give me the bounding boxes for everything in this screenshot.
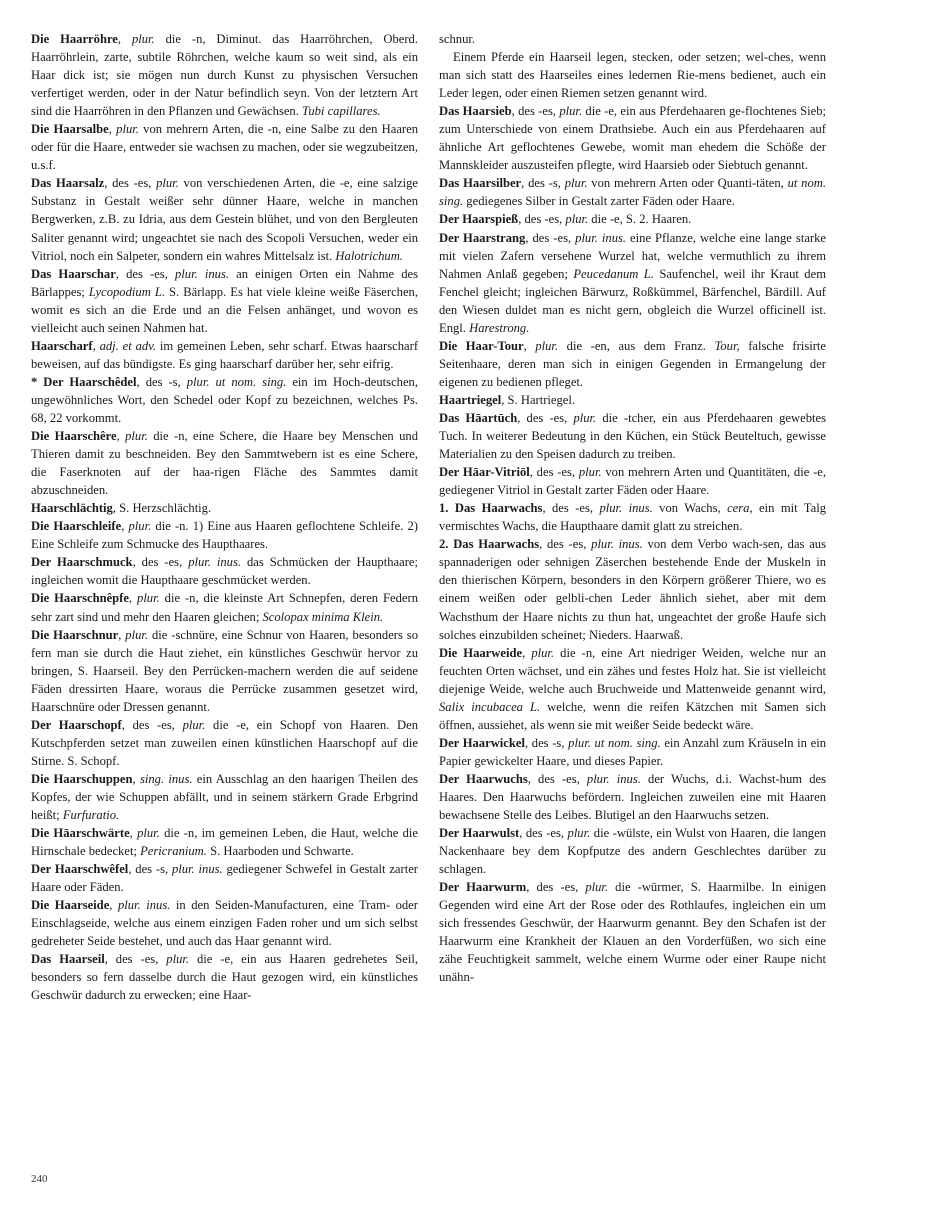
entry-text: die -n, Diminut. das Haarröhrchen, Oberd. Haarröhrlein, zarte, subtile Röhrchen, welche kaum so weit sind, als ein Haar dick ist; sie mögen nun durch Kunst zu physischen Versuchen verfertiget werden, oder in der Natur befindlich seyn. Von der letztern Art sind die Haarröhren in den Pflanzen und Gewächsen. (31, 32, 419, 119)
entry-text: , des -es, (511, 104, 560, 119)
dictionary-entry (439, 210, 826, 228)
entry-italic-text: Scolopax minima Klein. (262, 609, 384, 624)
entry-text: das Schmücken der Haupthaare; ingleichen womit die Haupthaare geschmücket werden. (31, 555, 418, 588)
entry-text: , des -es, (518, 212, 566, 227)
dictionary-entry (31, 626, 418, 716)
entry-text: , des -es, (121, 717, 183, 732)
dictionary-entry (439, 48, 826, 102)
entry-italic-text: plur. inus. (117, 898, 171, 913)
entry-headword: Die Haarschuppen (31, 771, 133, 786)
entry-text: , (109, 898, 118, 913)
entry-italic-text: Tubi capillares. (302, 104, 381, 119)
entry-italic-text: Peucedanum L. (573, 266, 654, 281)
dictionary-entry (31, 896, 418, 950)
entry-headword: Das Haarseil (31, 952, 105, 967)
entry-text: ein im Hoch-deutschen, ungewöhnliches Wort, den Schedel oder Kopf zu bezeichnen, welches Ps. 68, 22 vorkommt. (31, 374, 419, 425)
entry-text: , des -es, (115, 266, 175, 281)
entry-headword: Der Haarwuchs (439, 771, 528, 786)
dictionary-entry (31, 30, 418, 120)
entry-headword: Der Haarwickel (439, 735, 525, 750)
entry-italic-text: plur. ut nom. sing. (568, 735, 661, 750)
entry-text: gediegener Schwefel in Gestalt zarter Haare oder Fäden. (31, 862, 418, 895)
entry-text: Einem Pferde ein Haarseil legen, stecken, oder setzen; wel-ches, wenn man sich statt des Haarseiles eines ledernen Rie-mens bedienet, auch ein Leder legen, oder einen Riemen setzen genannt wird. (439, 50, 826, 101)
dictionary-entry (31, 499, 418, 517)
entry-text: , des -es, (104, 176, 157, 191)
entry-italic-text: plur. inus. (575, 230, 627, 245)
entry-headword: Haarscharf (31, 338, 93, 353)
entry-text: die -n. 1) Eine aus Haaren geflochtene Schleife. 2) Eine Schleife zum Schmucke des Haupthaares. (31, 519, 418, 552)
entry-text: , (118, 627, 126, 642)
entry-italic-text: plur. (578, 465, 602, 480)
dictionary-entry (31, 265, 418, 337)
dictionary-entry (31, 770, 418, 824)
entry-italic-text: adj. et adv. (99, 338, 157, 353)
dictionary-entry (439, 770, 826, 824)
entry-text: die -e, S. 2. Haaren. (588, 212, 692, 227)
entry-text: von Wachs, (652, 501, 728, 516)
dictionary-entry (31, 337, 418, 373)
entry-italic-text: plur. (531, 645, 555, 660)
entry-text: die -e, ein Schopf von Haaren. Den Kutschpferden setzet man zuweilen einen künstlichen Haarschopf auf die Stirne. S. Schopf. (31, 717, 418, 768)
entry-italic-text: plur. (182, 717, 206, 732)
entry-text: ein Ausschlag an den haarigen Theilen des Kopfes, der wie Schuppen abfällt, und in seinem stärkern Grade Erbgrind heißt; (31, 771, 418, 823)
entry-text: welche, wenn die reifen Kätzchen mit Samen sich öffnen, aussiehet, als wenn sie mit weißer Seide bedeckt wäre. (439, 699, 826, 732)
entry-italic-text: plur. (156, 176, 179, 191)
entry-text: im gemeinen Leben, sehr scharf. Etwas haarscharf beweisen, auf das bündigste. Es ging haarscharf darüber her, sehr eifrig. (31, 338, 419, 371)
entry-headword: 2. Das Haarwachs (439, 537, 540, 552)
entry-italic-text: plur. (125, 627, 149, 642)
entry-text: , des -es, (527, 771, 587, 786)
entry-text: ein Anzahl zum Kräuseln in ein Papier gewickelter Haare, und dieses Papier. (439, 735, 827, 768)
entry-italic-text: plur. (565, 212, 589, 227)
entry-italic-text: ut nom. sing. (439, 176, 827, 209)
entry-text: S. Bärlapp. Es hat viele kleine weiße Fäserchen, womit es sich an die Erde und an die Felsen anhänget, und wovon es vielleicht auch seinen Nahmen hat. (31, 284, 418, 335)
entry-italic-text: plur. (116, 122, 139, 137)
entry-text: , des -es, (539, 537, 592, 552)
entry-text: falsche frisirte Seitenhaare, deren man sich in einigen Gegenden in Ermangelung der eigenen zu bedienen pfleget. (439, 338, 827, 389)
entry-text: , des -es, (519, 826, 568, 841)
entry-headword: Der Haarschopf (31, 717, 122, 732)
entry-text: die -en, aus dem Franz. (558, 338, 715, 353)
entry-text: , des -s, (524, 735, 569, 750)
entry-text: die -würmer, S. Haarmilbe. In einigen Gegenden wird eine Art der Rose oder des Rothlaufes, ingleichen ein um sich fressendes Geschwür, der Haarwurm genannt. Bey den Schafen ist der Haarwurm eine Krankheit der Klauen an den Vorderfüßen, wo sich eine zähe Feuchtigkeit sammelt, welche einem Wurme oder einer Raupe nicht unähn- (439, 880, 826, 985)
dictionary-entry (31, 427, 418, 499)
entry-headword: Das Haarsilber (439, 176, 522, 191)
entry-text: , (121, 519, 129, 534)
entry-italic-text: Harestrong. (469, 320, 530, 335)
entry-italic-text: plur. inus. (174, 266, 230, 281)
entry-text: , (92, 338, 100, 353)
entry-text: Saufenchel, weil ihr Kraut dem Fenchel gleicht; ingleichen Bärwurz, Roßkümmel, Bärfenchel, Bärdill. Auf den Wiesen duldet man es nicht gern, obgleich die Wurzel officinell ist. Engl. (439, 266, 826, 335)
entry-headword: 1. Das Haarwachs (439, 501, 543, 516)
entry-text: die -e, ein aus Pferdehaaren ge-flochtenes Sieb; zum Unterschiede von einem Drathsiebe. Auch ein aus Pferdehaaren auf ähnliche Art geflochtenes Gewebe, womit man ehedem die Schöße der Mannskleider auszusteifen pflegte, wird Haarsieb oder Siebtuch genannt. (439, 104, 826, 173)
entry-text: , des -es, (132, 555, 189, 570)
entry-text: , des -s, (521, 176, 565, 191)
entry-italic-text: plur. ut nom. sing. (186, 374, 287, 389)
entry-headword: * Der Haarschêdel (31, 374, 137, 389)
dictionary-entry (31, 174, 418, 264)
entry-italic-text: plur. inus. (599, 501, 653, 516)
entry-text: , (129, 826, 138, 841)
dictionary-entry (31, 373, 418, 427)
entry-headword: Der Haarstrang (439, 230, 526, 245)
entry-italic-text: plur. inus. (591, 537, 643, 552)
dictionary-entry (439, 734, 826, 770)
dictionary-entry (439, 229, 826, 337)
entry-headword: Der Haarschmuck (31, 555, 133, 570)
entry-text: , des -s, (128, 862, 172, 877)
entry-text: die -e, ein aus Haaren gedrehetes Seil, besonders so fern dasselbe durch die Haut gezogen wird, ein künstliches Geschwür dadurch zu erwecken; eine Haar- (31, 952, 418, 1003)
dictionary-entry (439, 30, 826, 48)
entry-headword: Die Haarschnur (31, 627, 119, 642)
entry-text: von verschiedenen Arten, die -e, eine salzige Substanz in Gestalt weißer sehr dünner Haare, welche in manchen Bergwerken, z.B. zu Idria, aus dem Gestein blühet, und von den Bergleuten Saliter genannt wird; ungeachtet sie nach des Scopoli Versuchen, weder ein Vitriol, noch ein Salpeter, sondern ein wahres Mittelsalz ist. (31, 176, 418, 263)
entry-italic-text: plur. (137, 826, 160, 841)
entry-text: , des -es, (529, 465, 579, 480)
entry-text: in den Seiden-Manufacturen, eine Tram- oder Einschlagseide, welche aus einem einzigen Faden roher und um sich selbst gedreheter Seide bestehet, und auch das Haar genannt wird. (31, 898, 418, 949)
entry-headword: Die Haarseide (31, 898, 110, 913)
entry-text: von mehrern Arten oder Quanti-täten, (587, 176, 788, 191)
entry-italic-text: plur. (137, 591, 160, 606)
entry-text: , des -es, (517, 410, 574, 425)
right-column (439, 30, 826, 986)
entry-headword: Haartriegel (439, 392, 502, 407)
entry-headword: Die Haarschnêpfe (31, 591, 129, 606)
entry-text: von dem Verbo wach-sen, das aus spannaderigen oder sehnigen Zäserchen bestehende Ende der Muskeln in den thierischen Körpern, besonders in den Körpern größerer Thiere, wo es einem weißen oder gelbli-chen Leder ähnlich siehet, aber mit dem Wachsthum der Haare nichts zu thun hat, ungeachtet der große Haufe sich solches einzubilden scheinet; Nieders. Haarwaß. (439, 537, 826, 642)
dictionary-entry (439, 824, 826, 878)
entry-headword: Der Hāar-Vitriōl (439, 465, 530, 480)
entry-italic-text: plur. (564, 176, 588, 191)
entry-italic-text: plur. (125, 429, 148, 444)
entry-text: , des -es, (104, 952, 167, 967)
entry-italic-text: plur. inus. (188, 555, 242, 570)
entry-text: , (522, 645, 532, 660)
dictionary-entry (439, 535, 826, 643)
entry-italic-text: Lycopodium L. (88, 284, 165, 299)
entry-text: von mehrern Arten und Quantitäten, die -e, gediegener Vitriol in Gestalt zarter Fäden oder Haare. (439, 465, 826, 498)
dictionary-entry (439, 644, 826, 734)
entry-headword: Der Haarwulst (439, 826, 520, 841)
entry-text: die -n, eine Schere, die Haare bey Menschen und Thieren damit zu beschneiden. Bey den Sammtwebern ist es eine Schere, die Faserknoten auf der haa-rigen Fläche des Sammtes damit abzuschneiden. (31, 429, 418, 498)
entry-text: schnur. (439, 32, 476, 46)
entry-italic-text: plur. inus. (586, 771, 641, 786)
entry-headword: Der Haarspieß (439, 212, 519, 227)
entry-headword: Die Haarröhre (31, 32, 118, 46)
dictionary-entry (439, 337, 826, 391)
left-column (31, 30, 418, 1005)
entry-text: , (108, 122, 117, 137)
dictionary-entry (31, 120, 418, 174)
entry-text: , des -es, (526, 880, 586, 895)
entry-headword: Die Haarschleife (31, 519, 122, 534)
entry-text: , (128, 591, 138, 606)
entry-text: an einigen Orten ein Nahme des Bärlappes; (31, 266, 418, 299)
dictionary-entry (439, 174, 826, 210)
entry-headword: Das Haarschar (31, 266, 116, 281)
entry-headword: Haarschlächtig (31, 501, 113, 516)
entry-italic-text: plur. inus. (171, 862, 223, 877)
entry-text: , des -es, (525, 230, 576, 245)
entry-text: , S. Hartriegel. (501, 392, 576, 407)
dictionary-entry (439, 463, 826, 499)
entry-text: der Wuchs, d.i. Wachst-hum des Haares. Den Haarwuchs befördern. Ingleichen zuweilen eine mit Haaren bewachsene Stelle des Leibes. Blutigel an den Haarwuchs setzen. (439, 771, 826, 823)
entry-headword: Das Haarsalz (31, 176, 105, 191)
entry-text: die -n, im gemeinen Leben, die Haut, welche die Hirnschale bedecket; (31, 826, 418, 859)
entry-italic-text: plur. (131, 32, 155, 46)
entry-text: , (132, 771, 140, 786)
entry-headword: Das Hāartūch (439, 410, 518, 425)
entry-italic-text: plur. (559, 104, 583, 119)
entry-text: eine Pflanze, welche eine lange starke mit vielen Zafern versehene Wurzel hat, welche vermuthlich zu ihrem Nahmen Anlaß gegeben; (439, 230, 826, 281)
entry-italic-text: plur. (535, 338, 559, 353)
entry-text: S. Haarboden und Schwarte. (206, 844, 354, 859)
entry-italic-text: Pericranium. (140, 844, 207, 859)
entry-italic-text: sing. inus. (139, 771, 193, 786)
entry-text: gediegenes Silber in Gestalt zarter Fäden oder Haare. (463, 194, 735, 209)
entry-text: die -schnüre, eine Schnur von Haaren, besonders so fern man sie durch die Haut ziehet, ein künstliches Geschwür hervor zu bringen, S. Haarseil. Bey den Perrücken-machern werden die auf seidene Fäden dressirten Haare, woraus die Perrücke zusammen gesetzet wird, Haarschnüre oder Dressen genannt. (31, 627, 419, 714)
entry-text: die -n, die kleinste Art Schnepfen, deren Federn sehr zart sind und mehr den Haaren gleichen; (31, 591, 418, 624)
entry-text: , (523, 338, 536, 353)
dictionary-entry (439, 391, 826, 409)
entry-italic-text: Tour, (714, 338, 740, 353)
page-number: 240 (31, 1173, 48, 1185)
entry-italic-text: plur. (585, 880, 609, 895)
entry-italic-text: Halotrichum. (335, 248, 403, 263)
entry-headword: Der Haarwurm (439, 880, 527, 895)
entry-headword: Der Haarschwêfel (31, 862, 129, 877)
entry-headword: Die Haarsalbe (31, 122, 109, 137)
entry-text: , des -es, (542, 501, 600, 516)
entry-text: , (116, 429, 126, 444)
entry-text: die -n, eine Art niedriger Weiden, welche nur an feuchten Orten wächset, und ein zähes und festes Holz hat. Sie ist vielleicht diejenige Weide, welche auch Bruchweide und Mattenweide genannt wird, (439, 645, 827, 696)
entry-text: , des -s, (136, 374, 187, 389)
dictionary-entry (31, 517, 418, 553)
dictionary-entry (31, 824, 418, 860)
dictionary-entry (31, 553, 418, 589)
entry-italic-text: Furfuratio. (62, 808, 120, 823)
entry-text: von mehrern Arten, die -n, eine Salbe zu den Haaren oder für die Haare, entweder sie wachsen zu machen, oder sie wegzubeitzen, u.s.f. (31, 122, 418, 173)
dictionary-entry (31, 716, 418, 770)
dictionary-entry (439, 878, 826, 986)
dictionary-entry (439, 409, 826, 463)
entry-italic-text: plur. (128, 519, 152, 534)
dictionary-entry (439, 102, 826, 174)
entry-italic-text: plur. (573, 410, 597, 425)
entry-headword: Die Haar-Tour (439, 338, 524, 353)
entry-italic-text: plur. (166, 952, 190, 967)
dictionary-entry (31, 589, 418, 625)
entry-text: , (117, 32, 132, 46)
entry-text: ein mit Talg vermischtes Wachs, die Haupthaare damit glatt zu streichen. (439, 501, 826, 534)
entry-italic-text: plur. (567, 826, 591, 841)
entry-headword: Die Haarschêre (31, 429, 117, 444)
dictionary-entry (31, 950, 418, 1004)
entry-italic-text: cera, (727, 501, 753, 516)
entry-headword: Die Hāarschwärte (31, 826, 130, 841)
entry-text: die -tcher, ein aus Pferdehaaren gewebtes Tuch. In weiterer Bedeutung in den Küchen, ein Stück Beuteltuch, gewisse Materialien zu den Speisen dadurch zu treiben. (439, 410, 826, 462)
dictionary-entry (31, 860, 418, 896)
entry-text: die -wülste, ein Wulst von Haaren, die langen Nackenhaare bey dem Kopfputze des andern Geschlechtes darüber zu schlagen. (439, 826, 826, 877)
entry-italic-text: Salix incubacea L. (439, 699, 541, 714)
dictionary-entry (439, 499, 826, 535)
entry-headword: Das Haarsieb (439, 104, 512, 119)
entry-text: , S. Herzschlächtig. (112, 501, 212, 516)
entry-headword: Die Haarweide (439, 645, 523, 660)
